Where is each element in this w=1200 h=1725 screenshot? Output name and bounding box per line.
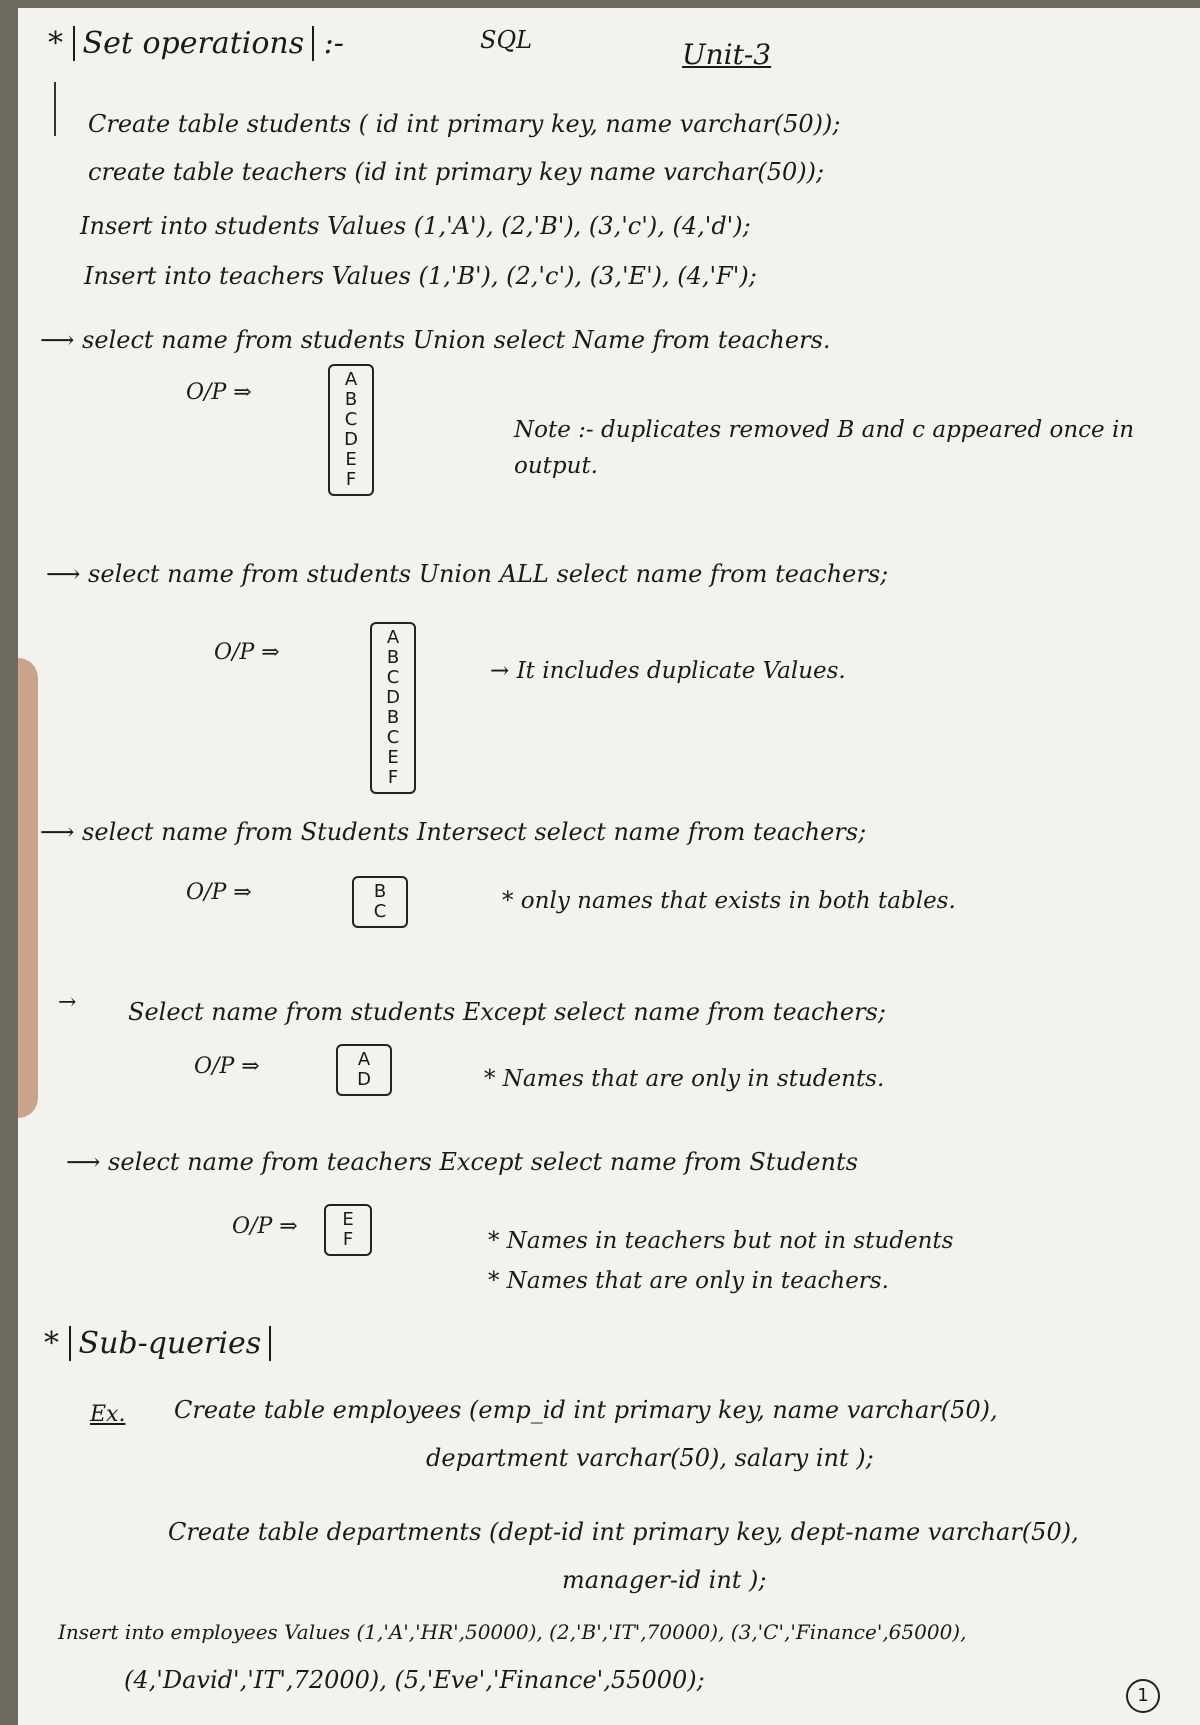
output-value: C [386, 667, 400, 688]
output-value: D [386, 687, 400, 708]
query-except-students: Select name from students Except select name from teachers; [128, 998, 886, 1026]
output-label: O/P ⇒ [186, 380, 252, 405]
query-except-teachers: ⟶ select name from teachers Except select name from Students [66, 1148, 858, 1176]
star-bullet: * [44, 1326, 59, 1361]
output-value: A [386, 627, 400, 648]
output-value: D [344, 429, 358, 450]
subquery-line-3: Create table departments (dept-id int primary key, dept-name varchar(50), [168, 1518, 1079, 1546]
notebook-page [18, 8, 1200, 1725]
output-value: B [344, 389, 358, 410]
setup-line-4: Insert into teachers Values (1,'B'), (2,'c'), (3,'E'), (4,'F'); [84, 262, 757, 290]
arrow-icon: ⟶ [40, 818, 75, 846]
arrow-icon: ⟶ [40, 326, 75, 354]
arrow-icon: ⟶ [66, 1148, 101, 1176]
subquery-line-4: manager-id int ); [562, 1566, 767, 1594]
subqueries-title: Sub-queries [69, 1326, 272, 1361]
output-value: F [345, 469, 357, 490]
section-heading-subqueries [44, 1326, 271, 1361]
arrow-icon: → [490, 658, 510, 684]
output-value: E [345, 449, 357, 470]
heading-title: Set operations [73, 26, 315, 61]
output-label: O/P ⇒ [214, 640, 280, 665]
note-except-students: * Names that are only in students. [484, 1066, 885, 1092]
output-value: E [342, 1209, 354, 1230]
setup-line-3: Insert into students Values (1,'A'), (2,'B'), (3,'c'), (4,'d'); [80, 212, 751, 240]
arrow-icon: ⟶ [46, 560, 81, 588]
output-box-union [328, 364, 374, 496]
output-box-union-all [370, 622, 416, 794]
note-except-teachers-1: * Names in teachers but not in students [488, 1228, 954, 1254]
setup-line-2: create table teachers (id int primary key name varchar(50)); [88, 158, 825, 186]
subject-label: SQL [480, 26, 533, 54]
output-value: E [387, 747, 399, 768]
subquery-line-2: department varchar(50), salary int ); [426, 1444, 874, 1472]
setup-line-1: Create table students ( id int primary key, name varchar(50)); [88, 110, 841, 138]
note-union: Note :- duplicates removed B and c appeared once in output. [514, 417, 1135, 479]
output-value: A [357, 1049, 371, 1070]
thumb [18, 658, 38, 1118]
output-value: B [386, 647, 400, 668]
note-union-all: → It includes duplicate Values. [490, 658, 846, 684]
output-value: A [344, 369, 358, 390]
output-box-except-teachers [324, 1204, 372, 1256]
output-value: B [386, 707, 400, 728]
margin-bar [54, 82, 56, 136]
subquery-line-5: Insert into employees Values (1,'A','HR',50000), (2,'B','IT',70000), (3,'C','Finance',65000), [58, 1620, 967, 1644]
output-value: D [357, 1069, 371, 1090]
example-label: Ex. [90, 1402, 126, 1427]
output-value: C [344, 409, 358, 430]
page-number: 1 [1126, 1679, 1160, 1713]
subquery-line-6: (4,'David','IT',72000), (5,'Eve','Finance',55000); [124, 1666, 705, 1694]
query-union: ⟶ select name from students Union select Name from teachers. [40, 326, 831, 354]
star-bullet: * [48, 26, 63, 61]
query-union-all: ⟶ select name from students Union ALL select name from teachers; [46, 560, 889, 588]
output-value: F [342, 1229, 354, 1250]
output-value: B [373, 881, 387, 902]
section-heading-set-operations [48, 26, 344, 61]
output-value: C [386, 727, 400, 748]
arrow-icon: → [58, 990, 77, 1015]
output-value: C [373, 901, 387, 922]
query-intersect: ⟶ select name from Students Intersect select name from teachers; [40, 818, 867, 846]
note-intersect: * only names that exists in both tables. [502, 888, 956, 914]
output-label: O/P ⇒ [186, 880, 252, 905]
note-except-teachers-2: * Names that are only in teachers. [488, 1268, 889, 1294]
heading-suffix: :- [323, 26, 344, 61]
output-box-except-students [336, 1044, 392, 1096]
output-label: O/P ⇒ [194, 1054, 260, 1079]
output-value: F [387, 767, 399, 788]
unit-label: Unit-3 [682, 38, 772, 71]
output-label: O/P ⇒ [232, 1214, 298, 1239]
output-box-intersect [352, 876, 408, 928]
subquery-line-1: Create table employees (emp_id int primary key, name varchar(50), [174, 1396, 998, 1424]
